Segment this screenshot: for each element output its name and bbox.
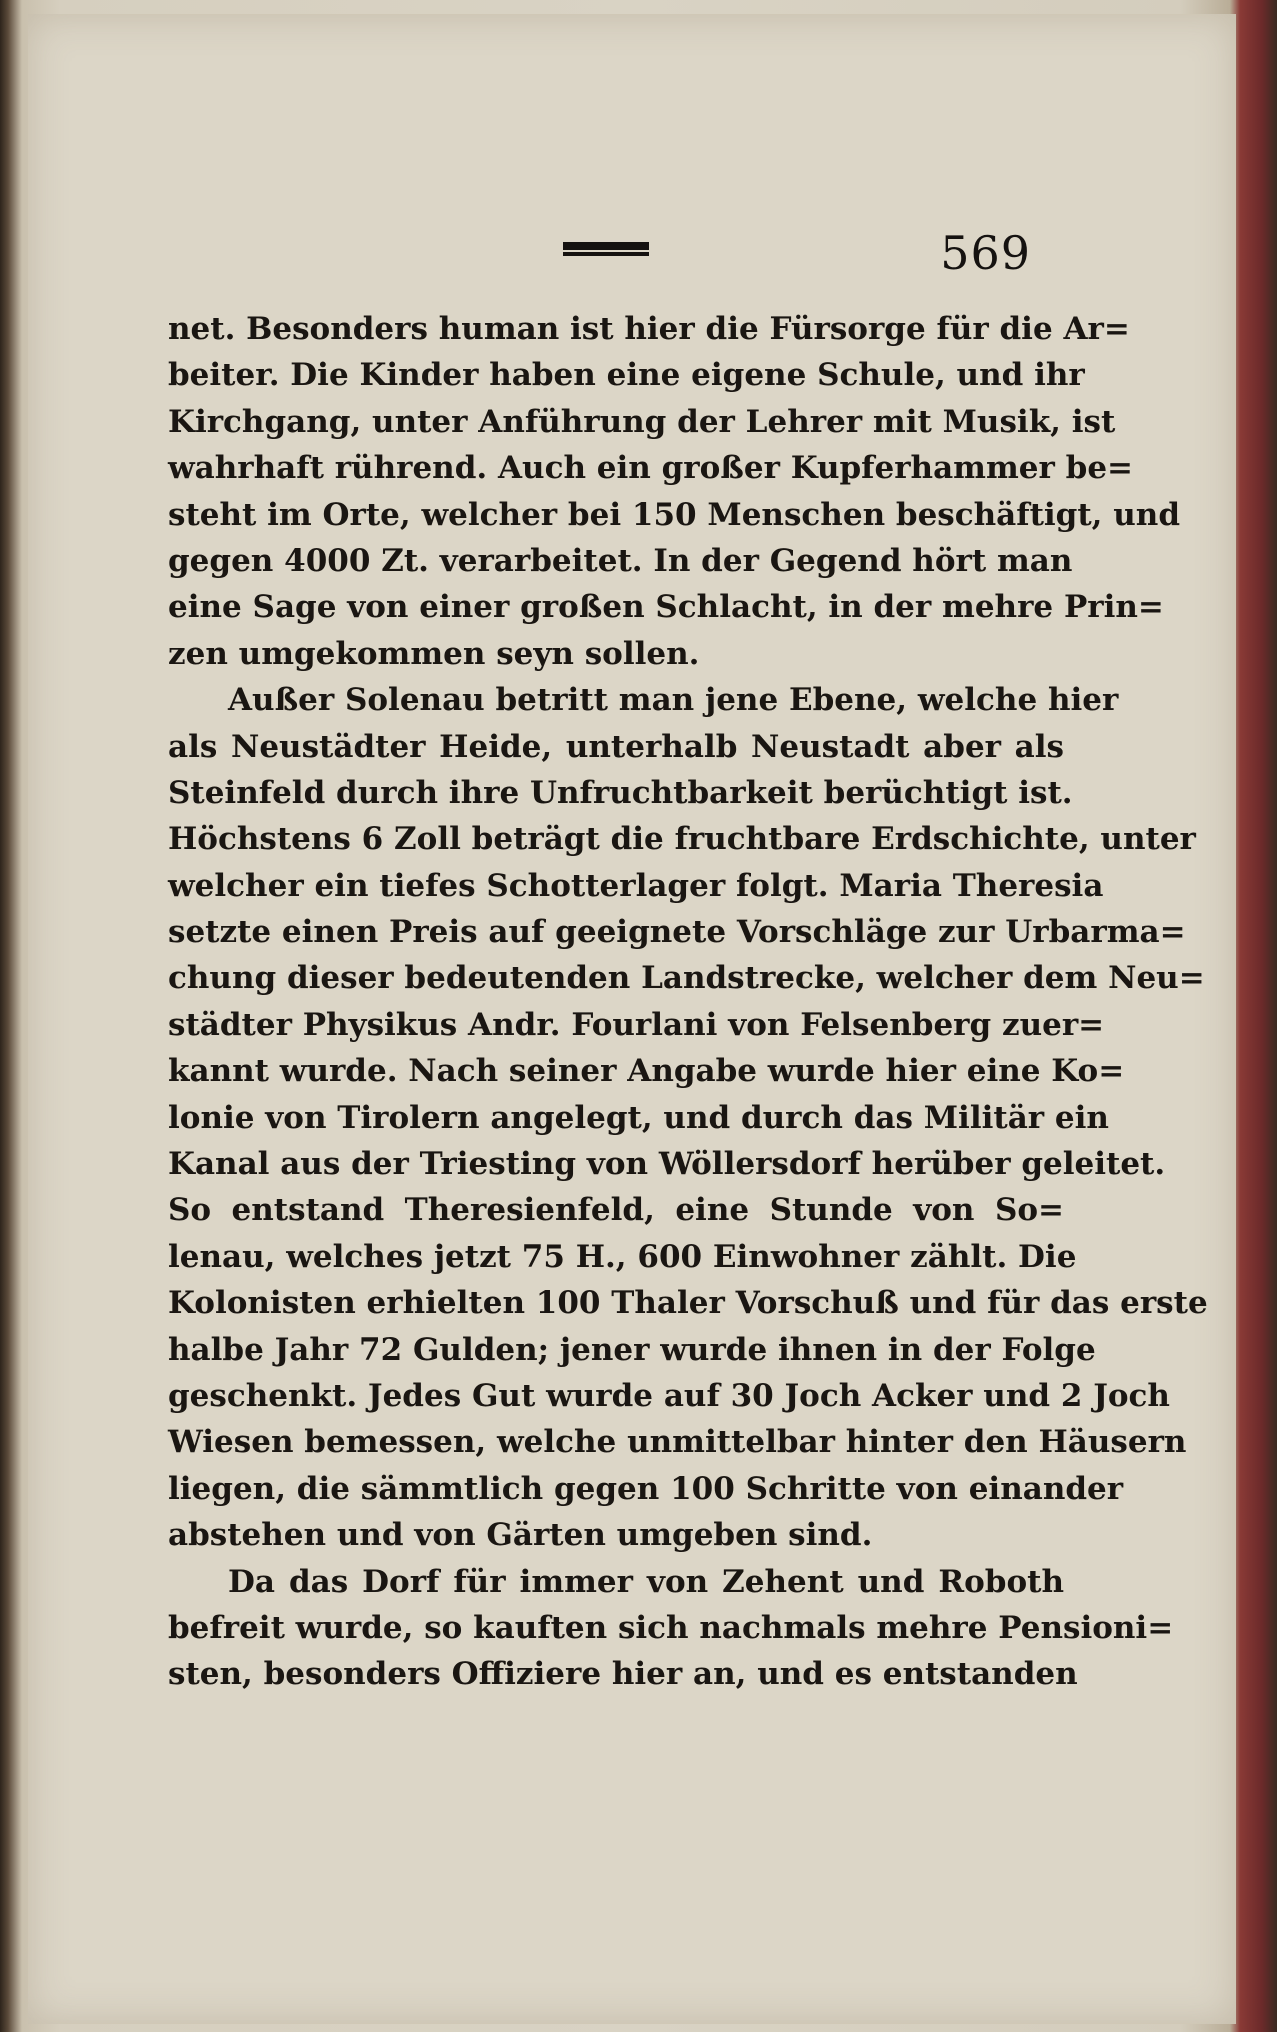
text-line: lonie von Tirolern angelegt, und durch das Militär ein (168, 1099, 1109, 1136)
text-line: eine Sage von einer großen Schlacht, in der mehre Prin= (168, 589, 1164, 626)
text-line: Kanal aus der Triesting von Wöllersdorf herüber geleitet. (168, 1146, 1166, 1183)
text-line: städter Physikus Andr. Fourlani von Felsenberg zuer= (168, 1006, 1105, 1043)
text-line: welcher ein tiefes Schotterlager folgt. Maria Theresia (168, 867, 1104, 904)
text-line: lenau, welches jetzt 75 H., 600 Einwohner zählt. Die (168, 1238, 1077, 1275)
text-line: liegen, die sämmtlich gegen 100 Schritte von einander (168, 1470, 1124, 1507)
text-line: zen umgekommen seyn sollen. (168, 635, 700, 672)
text-line: chung dieser bedeutenden Landstrecke, welcher dem Neu= (168, 960, 1205, 997)
text-line: Außer Solenau betritt man jene Ebene, welche hier (228, 682, 1119, 719)
page-number: 569 (940, 226, 1031, 280)
book-page (28, 14, 1236, 2024)
text-line: setzte einen Preis auf geeignete Vorschläge zur Urbarma= (168, 914, 1186, 951)
text-line: abstehen und von Gärten umgeben sind. (168, 1517, 873, 1554)
text-line: Kirchgang, unter Anführung der Lehrer mit Musik, ist (168, 403, 1116, 440)
text-line: steht im Orte, welcher bei 150 Menschen beschäftigt, und (168, 496, 1181, 533)
header-rule (563, 242, 649, 250)
text-line: Steinfeld durch ihre Unfruchtbarkeit berüchtigt ist. (168, 774, 1073, 811)
text-line: net. Besonders human ist hier die Fürsorge für die Ar= (168, 311, 1130, 347)
text-line: halbe Jahr 72 Gulden; jener wurde ihnen in der Folge (168, 1331, 1096, 1368)
text-line: geschenkt. Jedes Gut wurde auf 30 Joch Acker und 2 Joch (168, 1377, 1170, 1414)
text-line: Kolonisten erhielten 100 Thaler Vorschuß und für das erste (168, 1285, 1208, 1322)
text-line: wahrhaft rührend. Auch ein großer Kupferhammer be= (168, 450, 1134, 487)
text-line: Wiesen bemessen, welche unmittelbar hinter den Häusern (168, 1424, 1187, 1461)
text-line: als Neustädter Heide, unterhalb Neustadt aber als (168, 728, 1064, 765)
body-text (168, 306, 1208, 1698)
text-line: Höchstens 6 Zoll beträgt die fruchtbare Erdschichte, unter (168, 821, 1196, 858)
text-line: sten, besonders Offiziere hier an, und es entstanden (168, 1656, 1078, 1693)
text-line: gegen 4000 Zt. verarbeitet. In der Gegend hört man (168, 542, 1073, 579)
text-line: Da das Dorf für immer von Zehent und Roboth (228, 1563, 1064, 1600)
text-line: kannt wurde. Nach seiner Angabe wurde hier eine Ko= (168, 1053, 1125, 1090)
text-line: befreit wurde, so kauften sich nachmals mehre Pensioni= (168, 1609, 1174, 1646)
text-line: beiter. Die Kinder haben eine eigene Schule, und ihr (168, 357, 1085, 394)
text-line: So entstand Theresienfeld, eine Stunde von So= (168, 1192, 1064, 1229)
